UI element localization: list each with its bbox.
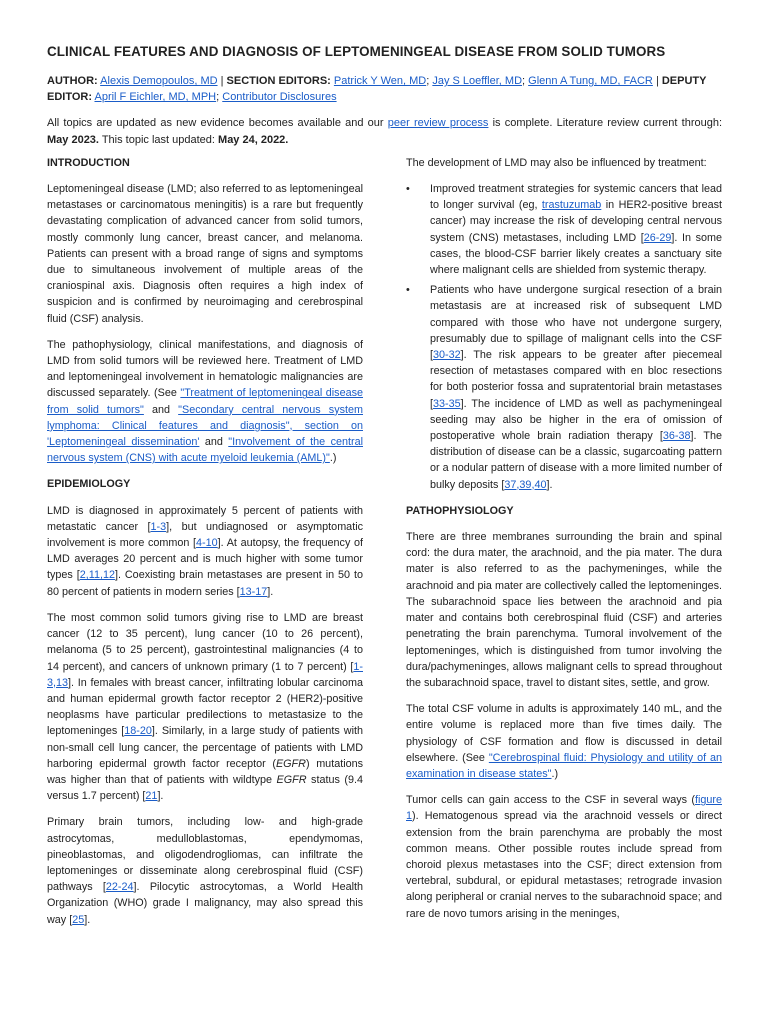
topic-link[interactable]: "Secondary central nervous system lymphoma: Clinical features and diagnosis", section on 'Leptomeningeal dissemination' — [47, 403, 363, 449]
right-column — [406, 155, 722, 938]
reference-link[interactable]: 4-10 — [196, 537, 218, 550]
figure-link[interactable]: figure 1 — [406, 794, 722, 823]
peer-review-link[interactable]: peer review process — [387, 117, 489, 130]
reference-link[interactable]: 22-24 — [105, 881, 134, 894]
author-link[interactable]: Alexis Demopoulos, MD — [100, 75, 218, 87]
bullet-icon: • — [406, 284, 410, 297]
section-heading-introduction: INTRODUCTION — [47, 156, 130, 169]
author-line: AUTHOR: Alexis Demopoulos, MD | SECTION EDITORS: Patrick Y Wen, MD; Jay S Loeffler, MD; Glenn A Tung, MD, FACR | DEPUTY EDITOR: April F Eichler, MD, MPH; Contributor Disclosures — [47, 75, 707, 104]
drug-link[interactable]: trastuzumab — [541, 199, 602, 212]
pathophysiology-paragraph: The total CSF volume in adults is approximately 140 mL, and the entire volume is replaced more than five times daily. The physiology of CSF formation and flow is discussed in detail elsewhere. (See "Cerebrospinal fluid: Physiology and utility of an examination in disease states".) — [406, 703, 722, 780]
topic-link[interactable]: "Cerebrospinal fluid: Physiology and utility of an examination in disease states" — [406, 751, 722, 780]
intro-paragraph: Leptomeningeal disease (LMD; also referred to as leptomeningeal metastases or carcinomatous meningitis) is a rare but frequently devastating complication of advanced cancer from solid tumors, mostly commonly lung cancer, breast cancer, and melanoma. Patients can present with a broad range of signs and symptoms due to simultaneous involvement of multiple areas of the craniospinal axis. Diagnosis often requires a high index of suspicion and is confirmed by neuroimaging and cerebrospinal fluid (CSF) analysis. — [47, 183, 363, 325]
reference-link[interactable]: 1-3,13 — [47, 660, 363, 689]
reference-link[interactable]: 2,11,12 — [79, 569, 115, 582]
section-editor-link[interactable]: Jay S Loeffler, MD — [432, 75, 523, 87]
section-editors-label: SECTION EDITORS: — [226, 75, 331, 87]
topic-link[interactable]: "Involvement of the central nervous system (CNS) with acute myeloid leukemia (AML)" — [47, 436, 363, 465]
list-item: • Patients who have undergone surgical resection of a brain metastasis are at increased risk of subsequent LMD compared with those who have not undergone surgery, presumably due to spillage of malignant cells into the CSF [30-32]. The risk appears to be greater after piecemeal resection of metastases compared with en bloc resections for both posterior fossa and supratentorial brain metastases [33-35]. The incidence of LMD as well as pachymeningeal seeding may also be higher in the era of omission of postoperative whole brain radiation therapy [36-38]. The distribution of disease can be a classic, sugarcoating pattern or a nodular pattern of disease with a more limited number of bulky deposits [37,39,40]. — [406, 284, 722, 491]
author-label: AUTHOR: — [47, 75, 98, 87]
section-editor-link[interactable]: Glenn A Tung, MD, FACR — [528, 75, 653, 87]
document-page — [47, 38, 722, 938]
section-heading-epidemiology: EPIDEMIOLOGY — [47, 478, 131, 491]
epidemiology-paragraph: LMD is diagnosed in approximately 5 percent of patients with metastatic cancer [1-3], but undiagnosed or asymptomatic involvement is more common [4-10]. At autopsy, the frequency of LMD averages 20 percent and is much higher with some tumor types [2,11,12]. Coexisting brain metastases are present in 50 to 80 percent of patients in modern series [13-17]. — [47, 504, 363, 598]
update-notice: All topics are updated as new evidence becomes available and our peer review process is complete. Literature review current through: May 2023. This topic last updated: May 24, 2022. — [47, 117, 723, 146]
page-title: CLINICAL FEATURES AND DIAGNOSIS OF LEPTOMENINGEAL DISEASE FROM SOLID TUMORS — [47, 44, 666, 59]
last-updated-date: May 24, 2022. — [218, 133, 289, 146]
left-column — [47, 155, 363, 938]
epidemiology-paragraph: The most common solid tumors giving rise to LMD are breast cancer (12 to 35 percent), lung cancer (10 to 26 percent), melanoma (5 to 25 percent), gastrointestinal malignancies (4 to 14 percent), and cancers of unknown primary (1 to 7 percent) [1-3,13]. In females with breast cancer, infiltrating lobular carcinoma and human epidermal growth factor receptor 2 (HER2)-positive neoplasms have particular predilections to metastasize to the leptomeninges [18-20]. Similarly, in a large study of patients with non-small cell lung cancer, the percentage of patients with LMD harboring epidermal growth factor receptor (EGFR) mutations was higher than that of patients with wildtype EGFR status (9.4 versus 1.7 percent) [21]. — [47, 611, 364, 803]
pathophysiology-paragraph: There are three membranes surrounding the brain and spinal cord: the dura mater, the arachnoid, and the pia mater. The dura mater is also referred to as the pachymeninges, while the arachnoid and pia mater are collectively called the leptomeninges. The subarachnoid space lies between the arachnoid and pia mater and contains both cerebrospinal fluid (CSF) and arteries penetrating the brain parenchyma. Tumoral involvement of the leptomeninges, which is distinguished from tumor involving the dura/pachymeninges, allows malignant cells to spread throughout the subarachnoid space, travel to distant sites, settle, and grow. — [406, 531, 722, 689]
list-item: • Improved treatment strategies for systemic cancers that lead to longer survival (eg, trastuzumab in HER2-positive breast cancer) may increase the risk of developing central nervous system (CNS) metastases, including LMD [26-29]. In some cases, the blood-CSF barrier likely creates a sanctuary site where malignant cells are shielded from systemic therapy. — [406, 183, 723, 277]
treatment-factor-list — [406, 181, 722, 493]
reference-link[interactable]: 25 — [72, 913, 85, 926]
pathophysiology-paragraph: Tumor cells can gain access to the CSF in several ways (figure 1). Hematogenous spread via the arachnoid vessels or direct extension from the brain parenchyma are probably the most common means. Other possible routes include spread from choroid plexus metastases into the CSF; direct extension from vertebral, subdural, or epidural metastases; retrograde invasion along peripheral or cranial nerves to the subarachnoid space; and rare de novo tumors arising in the meninges, — [406, 794, 722, 920]
section-heading-pathophysiology: PATHOPHYSIOLOGY — [406, 504, 514, 517]
article-body — [47, 155, 722, 938]
reference-link[interactable]: 36-38 — [662, 430, 691, 443]
intro-paragraph-see-also: The pathophysiology, clinical manifestations, and diagnosis of LMD from solid tumors will be reviewed here. Treatment of LMD and leptomeningeal involvement in hematologic malignancies are discussed separately. (See "Treatment of leptomeningeal disease from solid tumors" and "Secondary central nervous system lymphoma: Clinical features and diagnosis", section on 'Leptomeningeal dissemination' and "Involvement of the central nervous system (CNS) with acute myeloid leukemia (AML)".) — [47, 338, 363, 465]
reference-link[interactable]: 37,39,40 — [504, 478, 547, 491]
contributor-disclosures-link[interactable]: Contributor Disclosures — [222, 91, 337, 104]
bullet-icon: • — [406, 183, 410, 196]
topic-link[interactable]: "Treatment of leptomeningeal disease from solid tumors" — [47, 387, 363, 416]
section-editor-link[interactable]: Patrick Y Wen, MD — [333, 75, 427, 87]
reference-link[interactable]: 18-20 — [124, 725, 152, 738]
reference-link[interactable]: 33-35 — [433, 397, 461, 410]
reference-link[interactable]: 13-17 — [239, 585, 268, 598]
deputy-editor-label: DEPUTY EDITOR: — [47, 75, 707, 104]
epidemiology-paragraph: Primary brain tumors, including low- and high-grade astrocytomas, medulloblastomas, ependymomas, pineoblastomas, and oligodendrogliomas, can infiltrate the leptomeninges or disseminate along cerebrospinal fluid (CSF) pathways [22-24]. Pilocytic astrocytomas, a World Health Organization (WHO) grade I malignancy, may also spread this way [25]. — [47, 816, 363, 926]
reference-link[interactable]: 21 — [145, 790, 158, 803]
treatment-influence-intro: The development of LMD may also be influenced by treatment: — [406, 156, 707, 169]
review-date: May 2023. — [47, 133, 99, 146]
reference-link[interactable]: 26-29 — [643, 231, 672, 244]
deputy-editor-link[interactable]: April F Eichler, MD, MPH — [94, 91, 217, 104]
reference-link[interactable]: 1-3 — [150, 520, 167, 533]
reference-link[interactable]: 30-32 — [433, 349, 461, 362]
